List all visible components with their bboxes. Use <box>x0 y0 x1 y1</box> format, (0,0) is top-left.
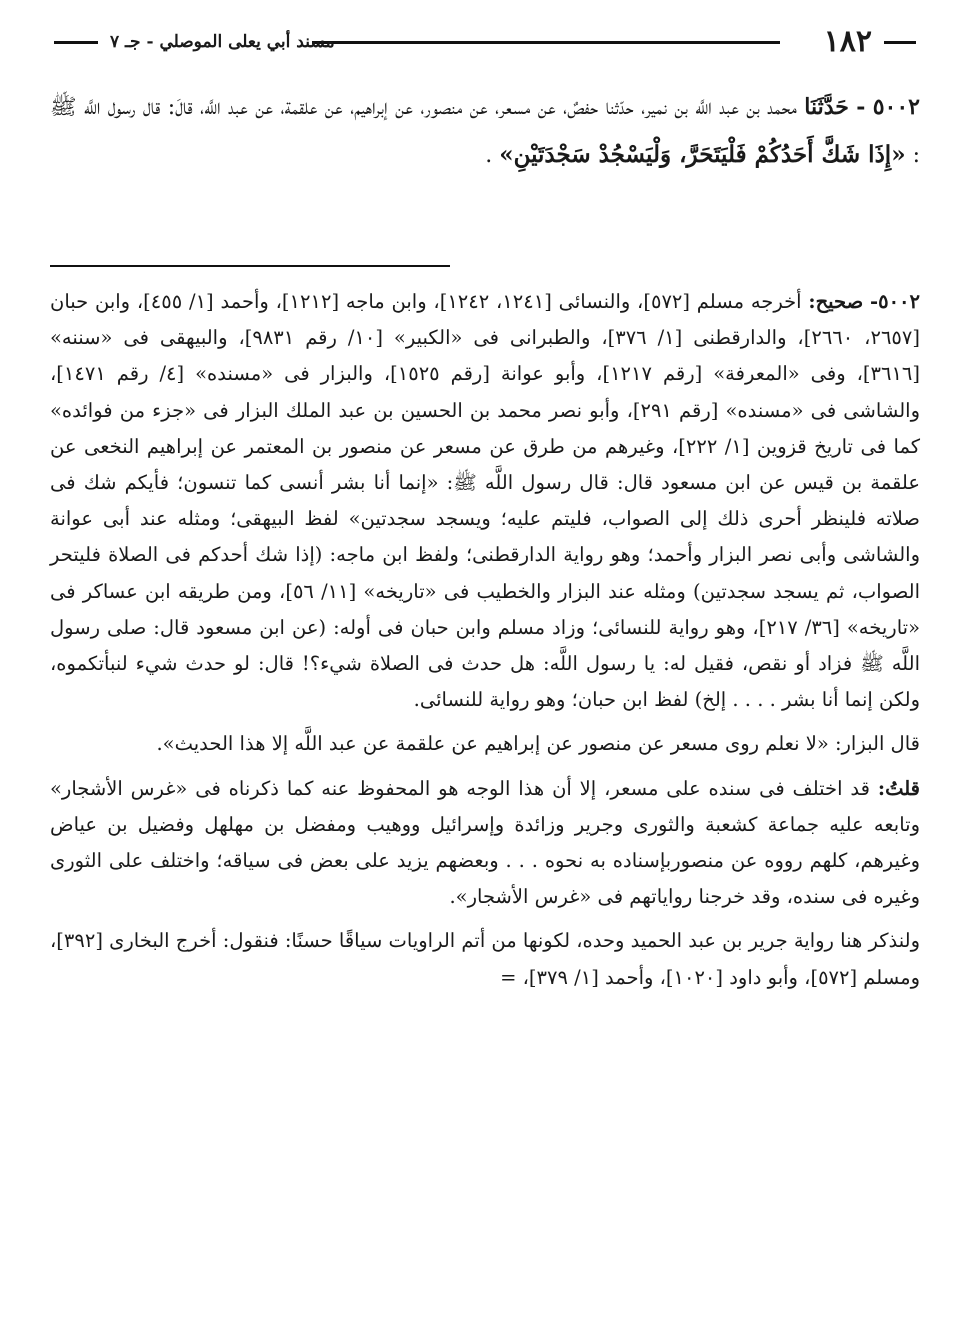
book-page <box>50 22 920 1319</box>
takhrij-notes <box>50 284 920 996</box>
takhrij-sources: أخرجه مسلم [٥٧٢]، والنسائى [١٢٤١، ١٢٤٢]، وابن ماجه [١٢١٢]، وأحمد [١/ ٤٥٥]، وابن حبان [٢٦٥٧، ٢٦٦٠]، والدارقطنى [١/ ٣٧٦]، والطبرانى فى «الكبير» [١٠/ رقم ٩٨٣١]، والبيهقى فى «سننه» [٣٦١٦]، وفى «المعرفة» [رقم ١٢١٧]، وأبو عوانة [رقم ١٥٢٥]، والبزار فى «مسنده» [٤/ رقم ١٤٧١]، والشاشى فى «مسنده» [رقم ٢٩١]، وأبو نصر محمد بن الحسين بن عبد الملك البزار فى «جزء من فوائده» كما فى تاريخ قزوين [١/ ٢٢٢]، وغيرهم من طرق عن مسعر عن منصور بن المعتمر عن إبراهيم النخعى عن علقمة بن قيس عن ابن مسعود قال: قال رسول اللَّه ﷺ: «إنما أنا بشر أنسى كما تنسون؛ فأيكم شك فى صلاته فلينظر أحرى ذلك إلى الصواب، فليتم عليه؛ ويسجد سجدتين» لفظ البيهقى؛ ومثله عند أبى عوانة والشاشى وأبى نصر البزار وأحمد؛ وهو رواية الدارقطنى؛ ولفظ ابن ماجه: (إذا شك أحدكم فى الصلاة فليتحر الصواب، ثم يسجد سجدتين) ومثله عند البزار والخطيب فى «تاريخه» [١١/ ٥٦]، ومن طريقه ابن عساكر فى «تاريخه» [٣٦/ ٢١٧]، وهو رواية للنسائى؛ وزاد مسلم وابن حبان فى أوله: (عن ابن مسعود قال: صلى رسول اللَّه ﷺ فزاد أو نقص، فقيل له: يا رسول اللَّه: هل حدث فى الصلاة شيء؟! قال: لو حدث شيء لنبأتكموه، ولكن إنما أنا بشر . . . . إلخ) لفظ ابن حبان؛ وهو رواية للنسائى. <box>50 290 921 712</box>
header-rule <box>312 41 780 44</box>
takhrij-continuation-text: ولنذكر هنا رواية جرير بن عبد الحميد وحده، لكونها من أتم الراويات سياقًا حسنًا: فنقول: أخرج البخارى [٣٩٢]، ومسلم [٥٧٢]، وأبو داود [١٠٢٠]، وأحمد [١/ ٣٧٩]، <box>49 929 920 989</box>
page-number: ١٨٢ <box>823 24 872 59</box>
footnote-separator <box>50 265 450 267</box>
takhrij-number: ٥٠٠٢- <box>870 290 921 313</box>
hadith-end: . <box>485 143 493 168</box>
takhrij-paragraph-4 <box>50 923 920 995</box>
hadith-dash: - <box>856 94 866 120</box>
header-rule-left <box>54 41 98 44</box>
header-rule-right <box>884 41 916 44</box>
book-title: مسند أبي يعلى الموصلي - جـ ٧ <box>110 32 335 52</box>
running-header <box>50 22 920 66</box>
author-comment-label: قلتُ: <box>877 776 920 800</box>
prophetic-saying: «إِذَا شَكَّ أَحَدُكُمْ فَلْيَتَحَرَّ، وَلْيَسْجُدْ سَجْدَتَيْنِ» <box>499 141 906 168</box>
takhrij-paragraph-3 <box>50 771 920 916</box>
takhrij-grade: صحيح: <box>808 290 864 313</box>
takhrij-paragraph-2: قال البزار: «لا نعلم روى مسعر عن منصور عن إبراهيم عن علقمة عن عبد اللَّه إلا هذا الحديث». <box>156 732 920 756</box>
continuation-mark: = <box>500 965 517 989</box>
hadith-opening: حَدَّثَنَا <box>804 94 849 120</box>
author-comment: قد اختلف فى سنده على مسعر، إلا أن هذا الوجه هو المحفوظ عنه كما ذكرناه فى «غرس الأشجار» وتابعه عليه جماعة كشعبة والثورى وجرير وزائدة وإسرائيل ووهيب ومفضل بن مهلهل وفضيل بن عياض وغيرهم، كلهم رووه عن منصوربإسناده به نحوه . . . وبعضهم يزيد على بعض فى سياقه؛ واختلف على الثورى وغيره فى سنده، وقد خرجنا رواياتهم فى «غرس الأشجار». <box>50 776 920 909</box>
hadith-text <box>50 84 920 179</box>
hadith-chain: محمد بن عبد اللَّه بن نمير، حدّثنا حفصٌ، عن مسعر، عن منصور، عن إبراهيم، عن علقمة، عن عبد اللَّه، قالَ: قال رسول اللَّه ﷺ : <box>50 95 920 168</box>
hadith-number: ٥٠٠٢ <box>872 94 920 120</box>
takhrij-paragraph-1 <box>50 284 920 718</box>
